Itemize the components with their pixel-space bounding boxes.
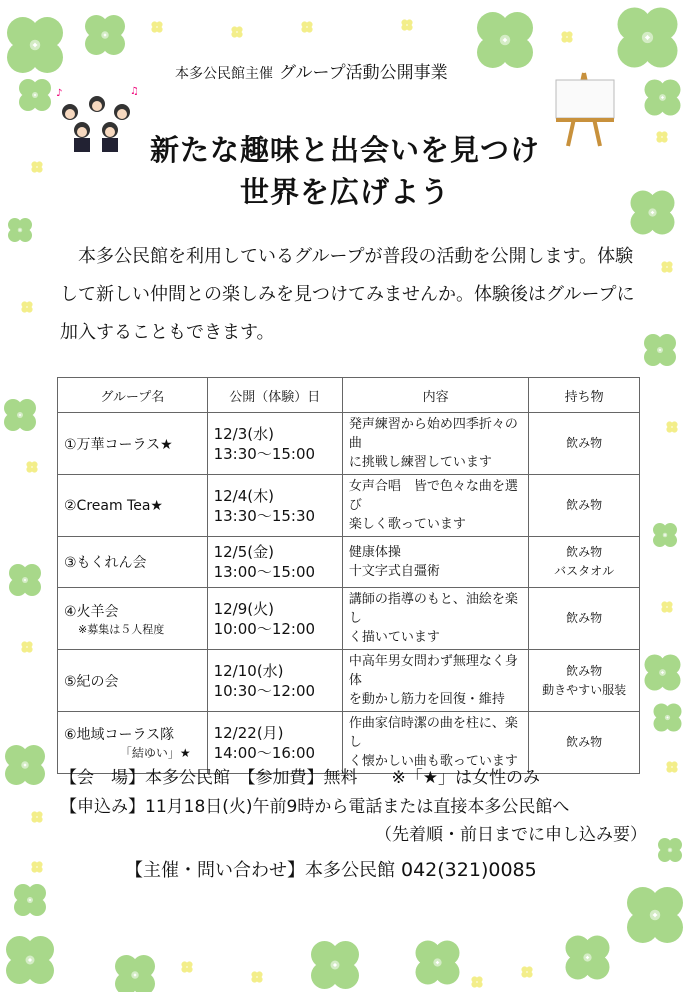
clover-icon (0, 10, 70, 80)
clover-icon (650, 700, 685, 735)
clover-icon (470, 5, 540, 75)
table-row (58, 537, 640, 588)
time: 13:00〜15:00 (213, 563, 316, 581)
content-cell (342, 588, 528, 650)
flower-icon (520, 965, 534, 979)
bring-item: 飲み物 (566, 436, 603, 450)
column-header: 内容 (342, 378, 528, 413)
clover-icon (5, 215, 35, 245)
content-line: を動かし筋力を回復・維持 (348, 692, 505, 707)
event-header (175, 58, 448, 83)
table-header-row (58, 378, 640, 413)
bring-item: 飲み物 (566, 663, 603, 678)
phone-number[interactable]: 042(321)0085 (401, 859, 537, 881)
contact-line (125, 856, 537, 882)
content-cell (342, 650, 528, 712)
bring-item: 飲み物 (566, 611, 603, 625)
clover-icon (305, 935, 365, 992)
group-name: ③もくれん会 (64, 555, 147, 571)
clover-icon (80, 10, 130, 60)
group-name: ④火羊会 (64, 603, 119, 620)
content-line: 作曲家信時潔の曲を柱に、楽し (348, 716, 518, 750)
flower-icon (665, 760, 679, 774)
date: 12/10(水) (213, 661, 284, 680)
flower-icon (150, 20, 164, 34)
date-cell (207, 413, 342, 475)
date: 12/9(火) (213, 599, 274, 618)
flower-icon (20, 300, 34, 314)
group-cell (58, 588, 208, 650)
content-line: 講師の指導のもと、油絵を楽し (348, 592, 518, 626)
clover-icon (410, 935, 465, 990)
flower-icon (250, 970, 264, 984)
table-row (58, 413, 640, 475)
flower-icon (25, 460, 39, 474)
sponsor-label: 本多公民館主催 (175, 66, 273, 82)
group-name: ⑤紀の会 (64, 673, 119, 690)
flower-icon (400, 18, 414, 32)
bring-cell (529, 712, 640, 774)
group-cell (58, 413, 208, 475)
group-name: ①万華コーラス★ (64, 436, 173, 453)
time: 13:30〜15:30 (213, 506, 316, 525)
content-line: 発声練習から始め四季折々の曲 (348, 417, 518, 451)
clover-icon (0, 930, 60, 990)
contact-label: 【主催・問い合わせ】本多公民館 (125, 860, 395, 881)
bring-cell (529, 588, 640, 650)
event-name: グループ活動公開事業 (279, 63, 448, 83)
flower-icon (30, 810, 44, 824)
bring-cell (529, 537, 640, 588)
clover-icon (610, 0, 685, 75)
flower-icon (20, 640, 34, 654)
content-line: 楽しく歌っています (348, 517, 466, 532)
date: 12/4(木) (213, 486, 274, 505)
clover-icon (560, 930, 615, 985)
flower-icon (300, 20, 314, 34)
content-cell (342, 537, 528, 588)
clover-icon (640, 650, 685, 695)
clover-icon (10, 880, 50, 920)
clover-icon (15, 75, 55, 115)
content-cell (342, 413, 528, 475)
column-header: グループ名 (58, 378, 208, 413)
title-line-1: 新たな趣味と出会いを見つけ (149, 133, 540, 167)
content-line: に挑戦し練習しています (348, 455, 492, 470)
flower-icon (665, 420, 679, 434)
table-row (58, 650, 640, 712)
flower-icon (180, 960, 194, 974)
svg-text:♪: ♪ (56, 88, 63, 99)
clover-icon (620, 880, 690, 950)
bring-item: バスタオル (554, 564, 615, 578)
bring-cell (529, 650, 640, 712)
clover-icon (650, 520, 680, 550)
column-header: 公開（体験）日 (207, 378, 342, 413)
table-row (58, 588, 640, 650)
date-cell (207, 588, 342, 650)
group-name: ⑥地域コーラス隊 (64, 727, 175, 743)
table-row (58, 475, 640, 537)
bring-cell (529, 475, 640, 537)
date: 12/22(月) (213, 723, 284, 742)
clover-icon (640, 75, 685, 120)
title-line-2: 世界を広げよう (239, 175, 450, 209)
clover-icon (0, 395, 40, 435)
bring-item: 飲み物 (566, 498, 603, 512)
bring-item: 動きやすい服装 (542, 682, 627, 697)
date: 12/5(金) (213, 543, 274, 561)
time: 13:30〜15:00 (213, 444, 316, 463)
flower-icon (560, 30, 574, 44)
application-line: 【申込み】11月18日(火)午前9時から電話または直接本多公民館へ (60, 797, 570, 817)
intro-text: 本多公民館を利用しているグループが普段の活動を公開します。体験して新しい仲間との楽しみを見つけてみませんか。体験後はグループに加入することもできます。 (60, 246, 635, 343)
time: 14:00〜16:00 (213, 743, 316, 762)
flower-icon (230, 25, 244, 39)
clover-icon (640, 330, 680, 370)
svg-text:♫: ♫ (130, 86, 139, 97)
content-cell (342, 475, 528, 537)
date: 12/3(水) (213, 424, 274, 443)
clover-icon (5, 560, 45, 600)
bring-item: 飲み物 (566, 735, 603, 749)
content-line: く懐かしい曲も歌っています (348, 754, 518, 769)
group-cell (58, 475, 208, 537)
content-line: 十文字式自彊術 (348, 564, 440, 579)
column-header: 持ち物 (529, 378, 640, 413)
date-cell (207, 475, 342, 537)
content-line: 女声合唱 皆で色々な曲を選び (348, 479, 518, 513)
group-cell (58, 650, 208, 712)
venue-fee-line: 【会 場】本多公民館 【参加費】無料 ※「★」は女性のみ (60, 768, 540, 788)
group-note: ※募集は５人程度 (78, 622, 165, 636)
flower-icon (660, 260, 674, 274)
date-cell (207, 537, 342, 588)
content-line: く描いています (348, 630, 440, 645)
bring-item: 飲み物 (566, 545, 603, 559)
time: 10:30〜12:00 (213, 681, 316, 700)
content-line: 中高年男女問わず無理なく身体 (348, 654, 518, 688)
application-note: （先着順・前日までに申し込み要） (375, 825, 647, 845)
schedule-table (57, 377, 640, 774)
date-cell (207, 650, 342, 712)
clover-icon (110, 950, 160, 992)
content-line: 健康体操 (348, 545, 401, 560)
group-note: 「結ゆい」★ (119, 746, 191, 760)
clover-icon (0, 740, 50, 790)
flower-icon (30, 860, 44, 874)
flower-icon (660, 600, 674, 614)
clover-icon (655, 835, 685, 865)
bring-cell (529, 413, 640, 475)
group-cell (58, 537, 208, 588)
time: 10:00〜12:00 (213, 619, 316, 638)
flower-icon (470, 975, 484, 989)
group-name: ②Cream Tea★ (64, 497, 163, 514)
